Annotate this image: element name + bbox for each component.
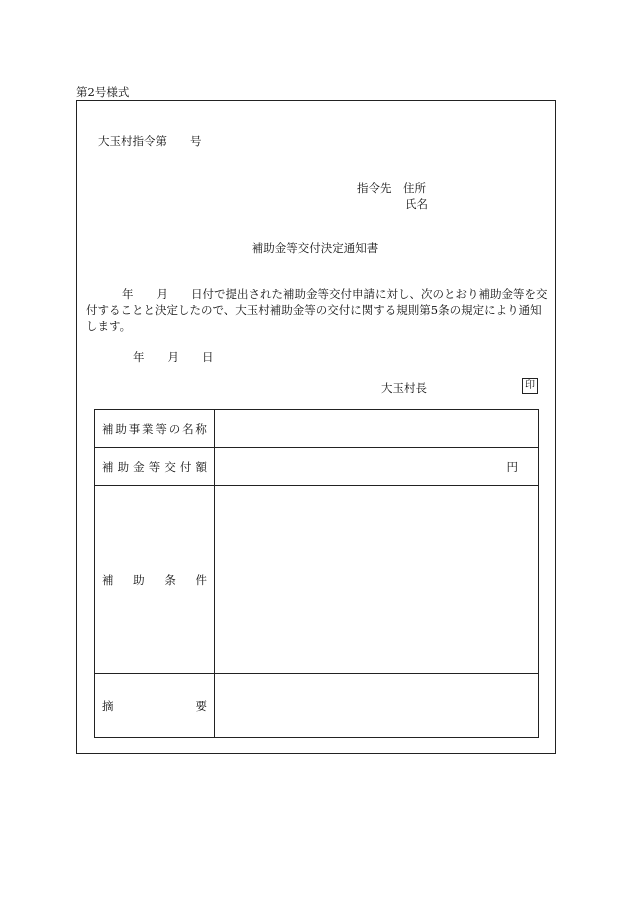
label-char: 業 [142, 421, 154, 436]
label-char: 等 [148, 459, 161, 474]
label-char: 額 [195, 459, 207, 474]
label-char: 付 [179, 459, 192, 474]
label-char: 助 [133, 572, 145, 587]
row-label-conditions [95, 486, 215, 674]
label-char: の [168, 421, 181, 436]
project-name-value [215, 410, 539, 448]
seal-stamp: 印 [522, 378, 538, 394]
remarks-value [215, 674, 539, 738]
table-row [95, 486, 539, 674]
grant-amount-value: 円 [215, 448, 539, 486]
justified-label [102, 698, 207, 714]
justified-label [102, 459, 207, 475]
row-label-grant-amount [95, 448, 215, 486]
label-char: 条 [164, 572, 176, 587]
recipient-address-label: 指令先 住所 [357, 181, 426, 195]
label-char: 補 [102, 572, 114, 587]
label-char: 称 [195, 421, 207, 436]
notice-body [86, 286, 548, 334]
directive-number: 大玉村指令第 号 [98, 134, 202, 148]
justified-label [102, 572, 207, 588]
table-row [95, 674, 539, 738]
row-label-project-name [95, 410, 215, 448]
label-char: 等 [155, 421, 167, 436]
label-char: 補 [102, 421, 114, 436]
recipient-name-label: 氏名 [405, 197, 428, 211]
table-row [95, 410, 539, 448]
label-char: 交 [164, 459, 176, 474]
label-char: 助 [117, 459, 130, 474]
label-char: 助 [115, 421, 127, 436]
document-title: 補助金等交付決定通知書 [251, 241, 379, 255]
issue-date: 年 月 日 [133, 350, 214, 364]
label-char: 摘 [102, 698, 114, 713]
label-char: 名 [182, 421, 194, 436]
label-char: 補 [102, 459, 114, 474]
label-char: 要 [195, 698, 207, 713]
form-number: 第2号様式 [76, 85, 130, 99]
label-char: 件 [195, 572, 207, 587]
justified-label [102, 421, 207, 437]
notice-body-text: 年 月 日付で提出された補助金等交付申請に対し、次のとおり補助金等を交付することと決定したので、大玉村補助金等の交付に関する規則第5条の規定により通知します。 [86, 287, 548, 333]
issuer-title: 大玉村長 [381, 381, 427, 395]
table-row [95, 448, 539, 486]
grant-info-table [94, 409, 539, 738]
conditions-value [215, 486, 539, 674]
label-char: 金 [133, 459, 145, 474]
label-char: 事 [128, 421, 141, 436]
row-label-remarks [95, 674, 215, 738]
